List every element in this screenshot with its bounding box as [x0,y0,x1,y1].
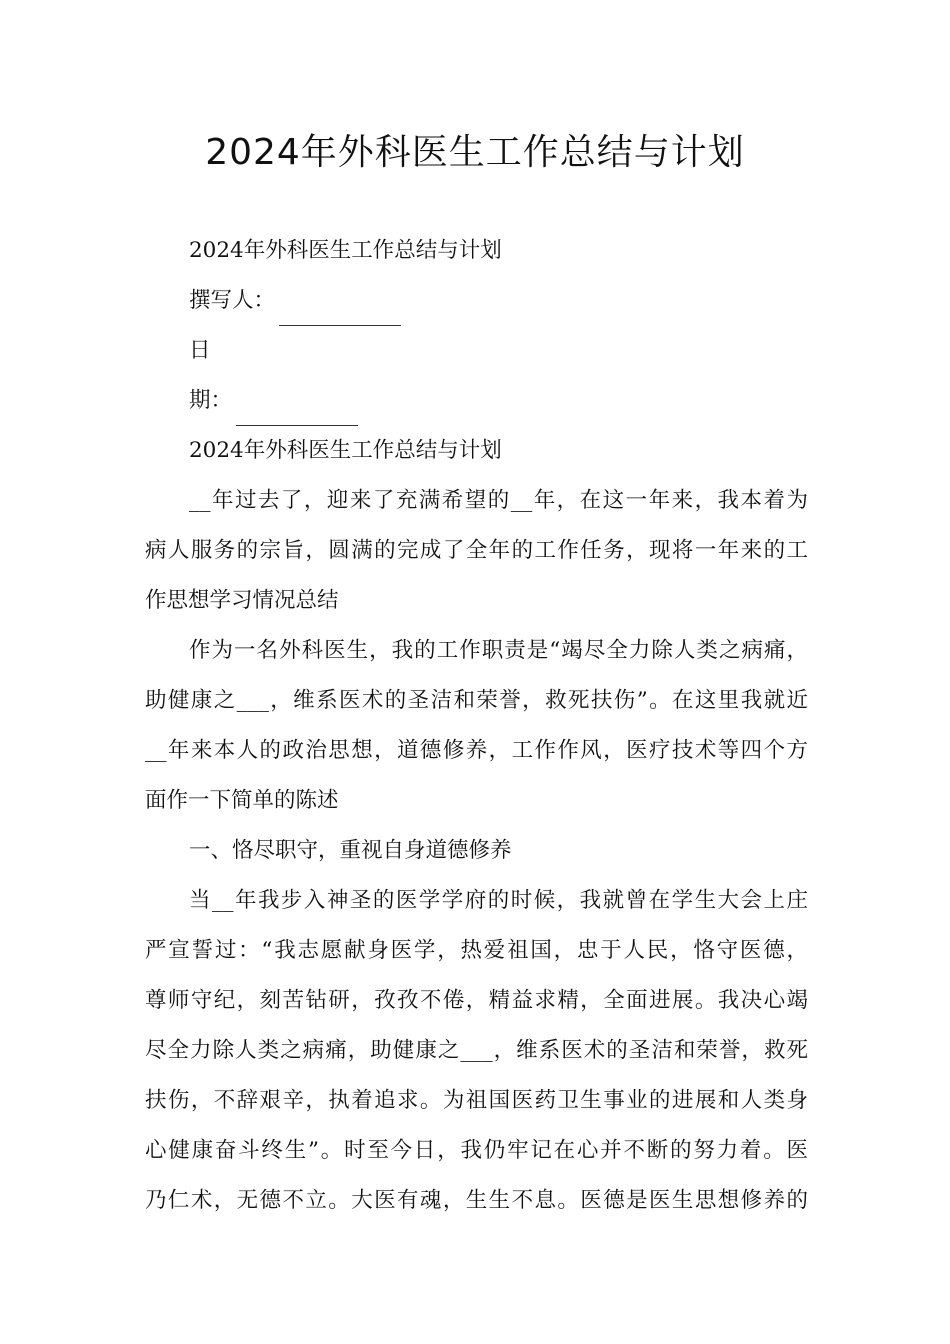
paragraph-3-line-1: 当__年我步入神圣的医学学府的时候，我就曾在学生大会上庄 [189,888,808,913]
paragraph-2-line-4: 面作一下简单的陈述 [145,788,339,813]
date-blank [236,395,358,426]
date-label: 期： [189,388,233,413]
paragraph-1-line-3: 作思想学习情况总结 [145,588,339,613]
author-line [145,276,808,326]
paragraph-3-line-3: 尊师守纪，刻苦钻研，孜孜不倦，精益求精，全面进展。我决心竭 [145,988,808,1013]
paragraph-3-line-2: 严宣誓过：“我志愿献身医学，热爱祖国，忠于人民，恪守医德， [145,938,808,963]
paragraph-3-line-4: 尽全力除人类之病痛，助健康之___，维系医术的圣洁和荣誉，救死 [145,1038,808,1063]
subtitle-line: 2024年外科医生工作总结与计划 [189,238,502,263]
subtitle-line-2: 2024年外科医生工作总结与计划 [189,438,502,463]
paragraph-3-line-6: 心健康奋斗终生”。时至今日，我仍牢记在心并不断的努力着。医 [145,1138,808,1163]
paragraph-1-line-2: 病人服务的宗旨，圆满的完成了全年的工作任务，现将一年来的工 [145,538,808,563]
author-label: 撰写人： [189,288,276,313]
paragraph-3-line-5: 扶伤，不辞艰辛，执着追求。为祖国医药卫生事业的进展和人类身 [145,1088,808,1113]
paragraph-3-line-7: 乃仁术，无德不立。大医有魂，生生不息。医德是医生思想修养的 [145,1188,808,1213]
paragraph-2-line-1: 作为一名外科医生，我的工作职责是“竭尽全力除人类之病痛， [189,638,808,663]
section-heading-1: 一、恪尽职守，重视自身道德修养 [189,838,512,863]
paragraph-2-line-3: __年来本人的政治思想，道德修养，工作作风，医疗技术等四个方 [145,738,808,763]
date-line [145,376,808,426]
paragraph-2-line-2: 助健康之___，维系医术的圣洁和荣誉，救死扶伤”。在这里我就近 [145,688,808,713]
paragraph-1-line-1: __年过去了，迎来了充满希望的__年，在这一年来，我本着为 [189,488,808,513]
author-blank [279,295,401,326]
document-body [145,226,808,1226]
date-label-line-1: 日 [189,338,211,363]
document-title: 2024年外科医生工作总结与计划 [205,132,745,173]
